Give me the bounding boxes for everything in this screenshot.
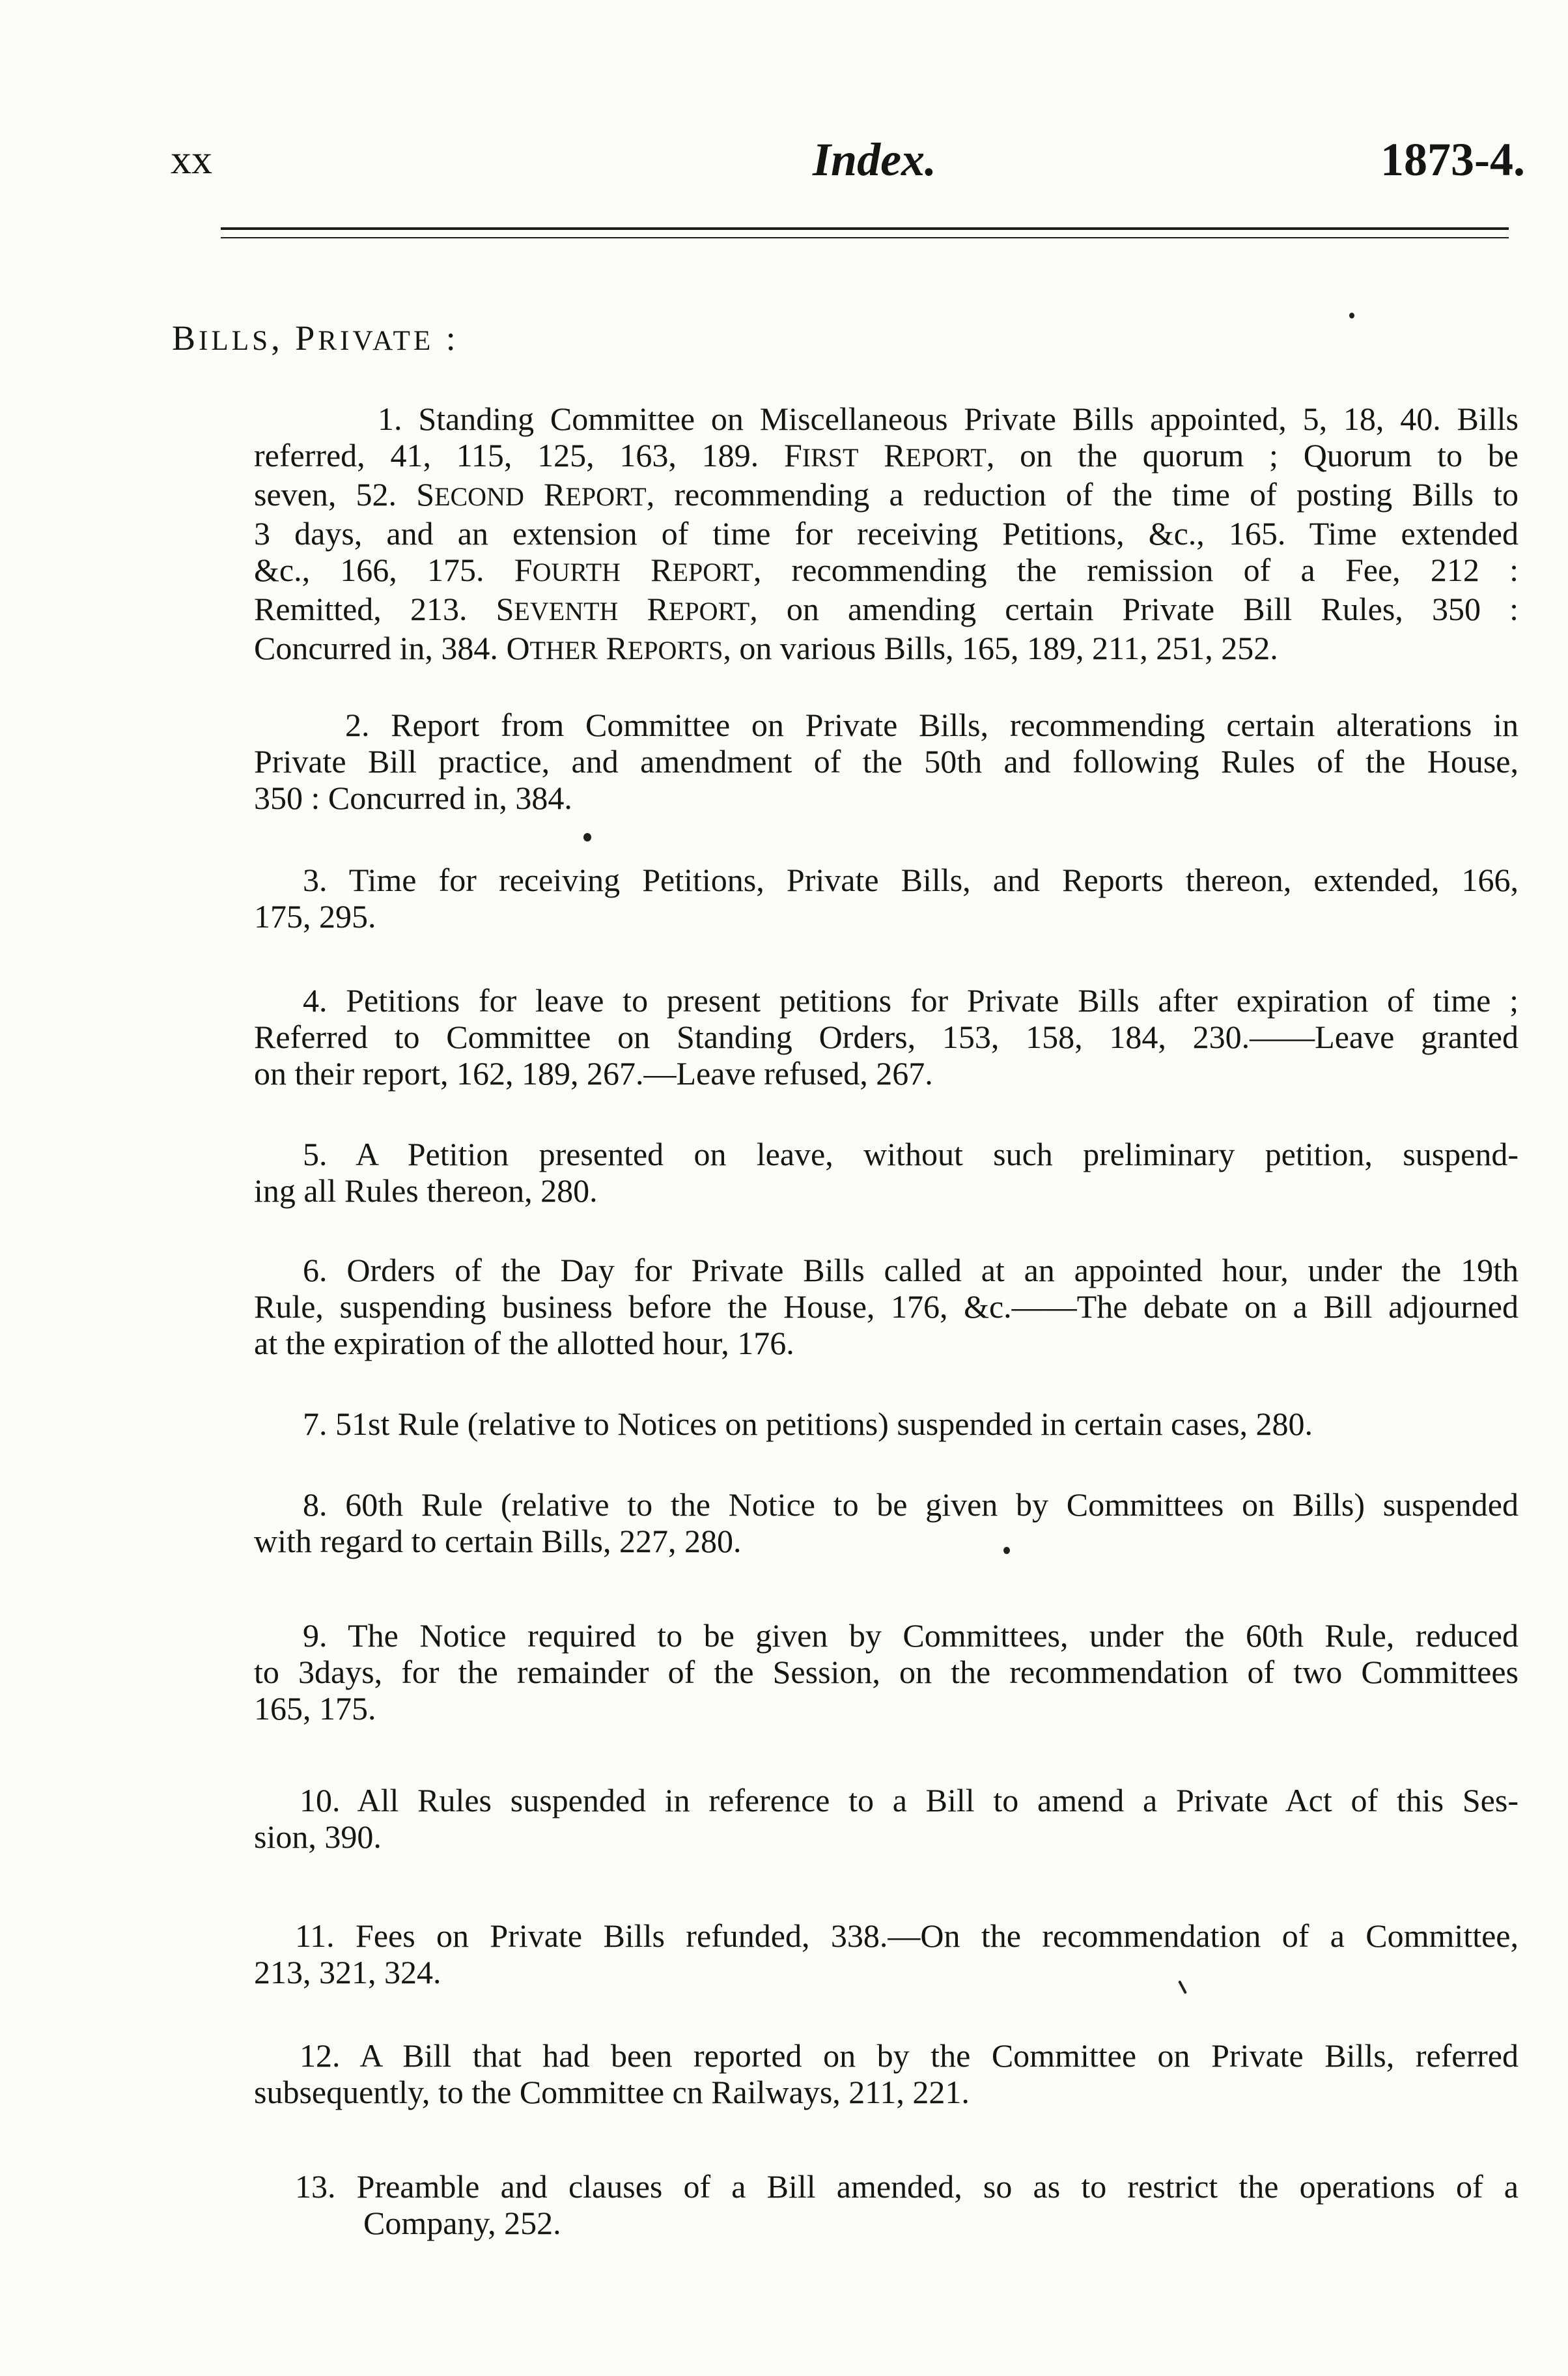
small-caps-letters: IRST (802, 443, 859, 472)
entry-11-line-2: 213, 321, 324. (254, 1954, 441, 1990)
entry-1-line-5: &c., 166, 175. FOURTH REPORT, recommending the remission of a Fee, 212 : (254, 552, 1519, 588)
entry-6-line-2: Rule, suspending business before the House, 176, &c.——The debate on a Bill adjourned (254, 1288, 1519, 1325)
entry-12-line-2: subsequently, to the Committee cn Railways, 211, 221. (254, 2074, 970, 2110)
index-entry-9 (254, 1617, 1519, 1727)
entry-9-line-1: 9. The Notice required to be given by Committees, under the 60th Rule, reduced (303, 1617, 1519, 1654)
entry-6-line-3: at the expiration of the allotted hour, 176. (254, 1325, 794, 1361)
entry-7-line-1: 7. 51st Rule (relative to Notices on petitions) suspended in certain cases, 280. (303, 1406, 1313, 1442)
entry-8-line-1: 8. 60th Rule (relative to the Notice to be given by Committees on Bills) suspended (303, 1486, 1519, 1523)
index-entry-4 (254, 982, 1519, 1092)
entry-2-line-3: 350 : Concurred in, 384. (254, 780, 572, 816)
small-caps-letters: EPORT (668, 597, 750, 626)
index-entry-1 (254, 401, 1519, 669)
entry-1-line-2: referred, 41, 115, 125, 163, 189. FIRST REPORT, on the quorum ; Quorum to be (254, 437, 1519, 474)
ink-speck (583, 833, 591, 842)
ink-speck (1349, 313, 1354, 318)
index-entry-13 (254, 2168, 1519, 2241)
small-caps-letters: EPORT (672, 558, 753, 587)
small-caps-letters: OURTH (532, 558, 621, 587)
entry-6-line-1: 6. Orders of the Day for Private Bills called at an appointed hour, under the 19th (303, 1252, 1519, 1288)
entry-13-line-1: 13. Preamble and clauses of a Bill amended, so as to restrict the operations of a (295, 2168, 1519, 2205)
entry-4-line-2: Referred to Committee on Standing Orders, 153, 158, 184, 230.——Leave granted (254, 1019, 1519, 1055)
entry-10-line-2: sion, 390. (254, 1818, 382, 1855)
entry-4-line-3: on their report, 162, 189, 267.—Leave refused, 267. (254, 1055, 933, 1092)
entry-2-line-1: 2. Report from Committee on Private Bills, recommending certain alterations in (345, 707, 1519, 743)
section-heading: BILLS, PRIVATE : (172, 318, 459, 358)
index-entry-2 (254, 707, 1519, 816)
entry-13-line-2: Company, 252. (363, 2205, 561, 2241)
entry-1-line-6: Remitted, 213. SEVENTH REPORT, on amending certain Private Bill Rules, 350 : (254, 591, 1519, 627)
small-caps-letters: EPORT (905, 443, 987, 472)
header-double-rule-top (221, 227, 1509, 230)
entry-3-line-1: 3. Time for receiving Petitions, Private Bills, and Reports thereon, extended, 166, (303, 862, 1519, 898)
entry-3-line-2: 175, 295. (254, 898, 376, 935)
index-entry-7 (254, 1406, 1519, 1442)
entry-4-line-1: 4. Petitions for leave to present petitions for Private Bills after expiration of time ; (303, 982, 1519, 1019)
page-number: xx (171, 136, 212, 182)
entry-10-line-1: 10. All Rules suspended in reference to a Bill to amend a Private Act of this Ses- (300, 1782, 1519, 1818)
index-entry-11 (254, 1917, 1519, 1990)
index-entry-12 (254, 2037, 1519, 2110)
small-caps-letters: RIVATE (318, 326, 434, 356)
small-caps-letters: EVENTH (514, 597, 619, 626)
entry-12-line-1: 12. A Bill that had been reported on by the Committee on Private Bills, referred (300, 2037, 1519, 2074)
small-caps-letters: EPORT (565, 482, 647, 511)
page-title: Index. (813, 134, 937, 186)
entry-8-line-2: with regard to certain Bills, 227, 280. (254, 1523, 742, 1559)
entry-5-line-1: 5. A Petition presented on leave, without such preliminary petition, suspend- (303, 1136, 1519, 1172)
entry-9-line-3: 165, 175. (254, 1690, 376, 1727)
index-entry-3 (254, 862, 1519, 935)
index-entry-8 (254, 1486, 1519, 1559)
entry-9-line-2: to 3days, for the remainder of the Session, on the recommendation of two Committees (254, 1654, 1519, 1690)
header-double-rule-bottom (221, 237, 1509, 238)
entry-1-line-7: Concurred in, 384. OTHER REPORTS, on various Bills, 165, 189, 211, 251, 252. (254, 630, 1278, 666)
small-caps-letters: ILLS (199, 326, 272, 356)
index-entry-6 (254, 1252, 1519, 1361)
ink-speck (1003, 1547, 1010, 1554)
small-caps-letters: EPORTS (627, 636, 723, 665)
small-caps-letters: ECOND (434, 482, 524, 511)
page-year: 1873-4. (1380, 134, 1525, 186)
index-entry-5 (254, 1136, 1519, 1209)
index-entry-10 (254, 1782, 1519, 1855)
entry-11-line-1: 11. Fees on Private Bills refunded, 338.—On the recommendation of a Committee, (295, 1917, 1519, 1954)
entry-1-line-3: seven, 52. SECOND REPORT, recommending a reduction of the time of posting Bills to (254, 476, 1519, 513)
entry-1-line-4: 3 days, and an extension of time for receiving Petitions, &c., 165. Time extended (254, 515, 1519, 552)
small-caps-letters: THER (529, 636, 598, 665)
entry-2-line-2: Private Bill practice, and amendment of the 50th and following Rules of the House, (254, 743, 1519, 780)
entry-5-line-2: ing all Rules thereon, 280. (254, 1172, 598, 1209)
entry-1-line-1: 1. Standing Committee on Miscellaneous Private Bills appointed, 5, 18, 40. Bills (378, 401, 1519, 437)
